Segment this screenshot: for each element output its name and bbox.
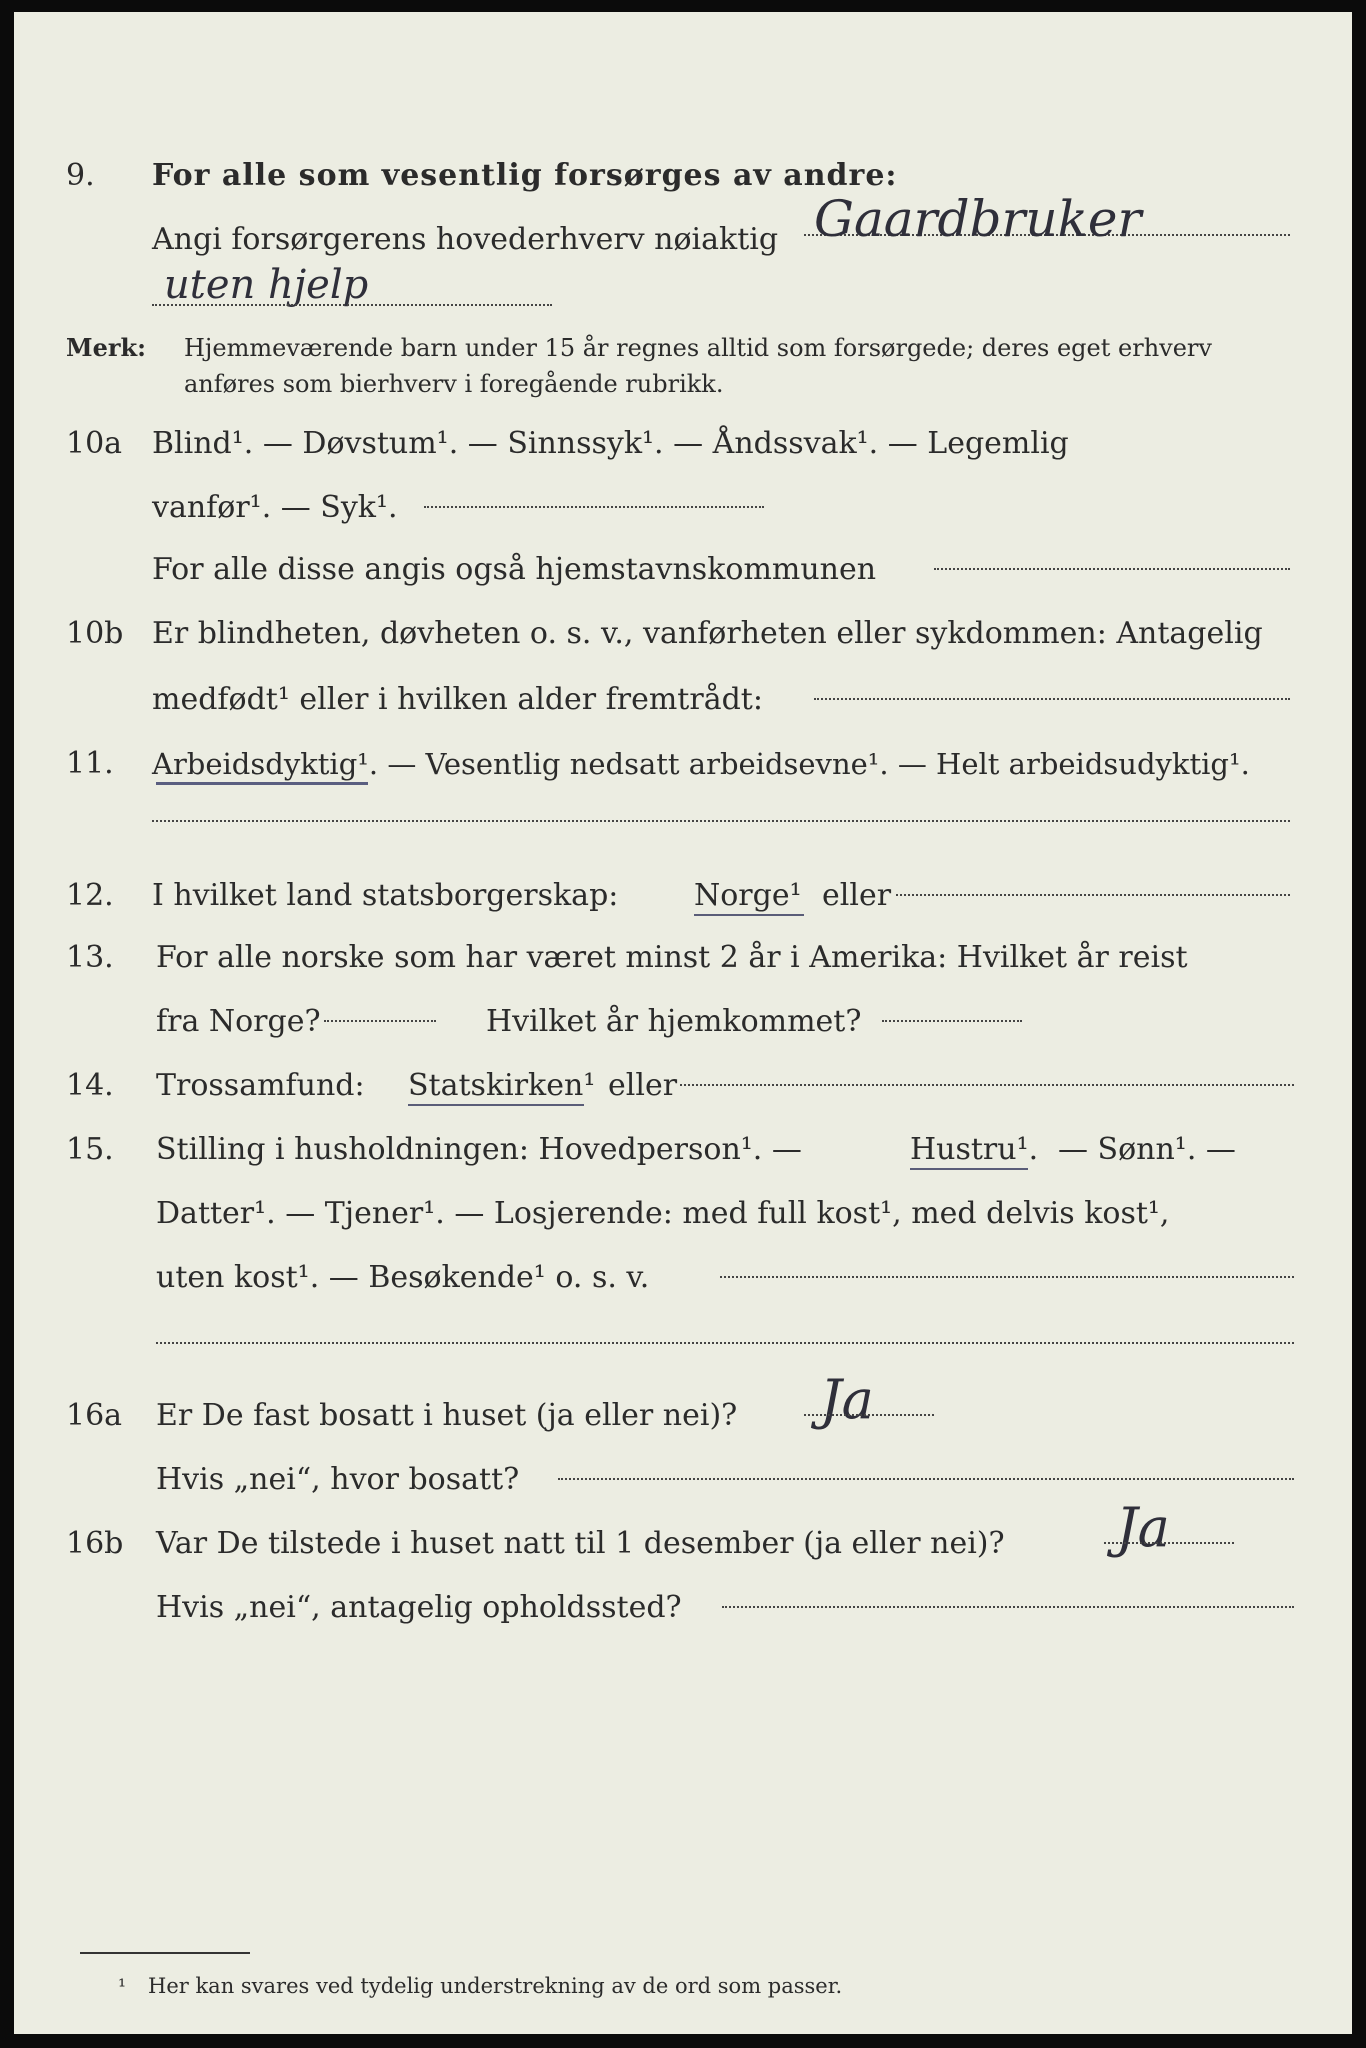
q9-answer-dotline-2	[152, 304, 552, 306]
q13-line2b: Hvilket år hjemkommet?	[486, 1004, 862, 1039]
q10a-line2: vanfør¹. — Syk¹.	[152, 490, 398, 525]
q14-option-statskirken: Statskirken¹	[408, 1068, 596, 1103]
q12-suffix: eller	[822, 878, 892, 913]
q13-number: 13.	[66, 940, 114, 975]
q14-dotline	[680, 1084, 1294, 1086]
q16b-dotline	[1104, 1542, 1234, 1544]
q16b-line1: Var De tilstede i huset natt til 1 desember (ja eller nei)?	[156, 1526, 1005, 1561]
q9-line2: Angi forsørgerens hovederhverv nøiaktig	[152, 222, 779, 257]
q9-line1: For alle som vesentlig forsørges av andre:	[152, 158, 898, 193]
merk-label: Merk:	[66, 333, 146, 362]
q15-dotline-2	[156, 1342, 1294, 1344]
q15-line1c: — Sønn¹. —	[1058, 1132, 1236, 1167]
q14-prefix: Trossamfund:	[156, 1068, 365, 1103]
q14-underline-statskirken	[408, 1104, 584, 1106]
q15-line3: uten kost¹. — Besøkende¹ o. s. v.	[156, 1260, 650, 1295]
merk-line2: anføres som bierhverv i foregående rubrikk.	[184, 370, 724, 398]
q10b-line2: medfødt¹ eller i hvilken alder fremtrådt:	[152, 682, 763, 717]
q16b-number: 16b	[66, 1526, 124, 1561]
q16a-answer-handwritten: Ja	[820, 1368, 874, 1431]
q9-answer-handwritten: Gaardbruker	[814, 190, 1142, 248]
q12-dotline	[896, 894, 1290, 896]
q10a-hjemstavn-dotline	[934, 568, 1290, 570]
q11-underline-arbeidsdyktig	[156, 782, 368, 785]
q14-suffix: eller	[608, 1068, 678, 1103]
q11-number: 11.	[66, 746, 114, 781]
q16b-answer-handwritten: Ja	[1116, 1496, 1170, 1559]
q14-number: 14.	[66, 1068, 114, 1103]
q12-option-norge: Norge¹	[694, 878, 802, 913]
q9-number: 9.	[66, 158, 95, 193]
q12-underline-norge	[694, 914, 804, 916]
q16b-line2: Hvis „nei“, antagelig opholdssted?	[156, 1590, 682, 1625]
q13-hjemkommet-dotline	[882, 1020, 1022, 1022]
q13-reist-dotline	[324, 1020, 436, 1022]
q10b-number: 10b	[66, 616, 124, 651]
q15-dotline	[720, 1276, 1294, 1278]
q16a-bosatt-dotline	[558, 1478, 1294, 1480]
q11-dotline	[152, 820, 1290, 822]
merk-line1: Hjemmeværende barn under 15 år regnes alltid som forsørgede; deres eget erhverv	[184, 334, 1212, 362]
footnote-text: Her kan svares ved tydelig understrekning av de ord som passer.	[148, 1974, 843, 1998]
q16a-dotline	[804, 1414, 934, 1416]
q16a-line2: Hvis „nei“, hvor bosatt?	[156, 1462, 520, 1497]
q12-number: 12.	[66, 878, 114, 913]
q11-line1: Arbeidsdyktig¹. — Vesentlig nedsatt arbeidsevne¹. — Helt arbeidsudyktig¹.	[152, 747, 1250, 781]
q10a-number: 10a	[66, 426, 123, 461]
footnote-mark: ¹	[118, 1974, 127, 1998]
q15-line1a: Stilling i husholdningen: Hovedperson¹. —	[156, 1132, 802, 1167]
q9-answer-handwritten-cont: uten hjelp	[164, 262, 369, 308]
q10b-dotline	[814, 698, 1290, 700]
q16b-opholdssted-dotline	[722, 1606, 1294, 1608]
q15-option-hustru: Hustru¹.	[910, 1132, 1039, 1167]
q16a-line1: Er De fast bosatt i huset (ja eller nei)?	[156, 1398, 738, 1433]
q13-line1: For alle norske som har været minst 2 år i Amerika: Hvilket år reist	[156, 940, 1188, 975]
census-form-page	[14, 12, 1352, 2034]
footnote-rule	[80, 1952, 250, 1954]
q15-line2: Datter¹. — Tjener¹. — Losjerende: med full kost¹, med delvis kost¹,	[156, 1196, 1170, 1231]
q10a-syk-dotline	[424, 506, 764, 508]
q10a-line1: Blind¹. — Døvstum¹. — Sinnssyk¹. — Åndssvak¹. — Legemlig	[152, 426, 1069, 461]
q15-underline-hustru	[910, 1168, 1028, 1170]
q16a-number: 16a	[66, 1398, 123, 1433]
q15-number: 15.	[66, 1132, 114, 1167]
q13-line2a: fra Norge?	[156, 1004, 321, 1039]
q12-prefix: I hvilket land statsborgerskap:	[152, 878, 619, 913]
q10a-line3: For alle disse angis også hjemstavnskommunen	[152, 552, 877, 587]
q10b-line1: Er blindheten, døvheten o. s. v., vanførheten eller sykdommen: Antagelig	[152, 616, 1263, 651]
